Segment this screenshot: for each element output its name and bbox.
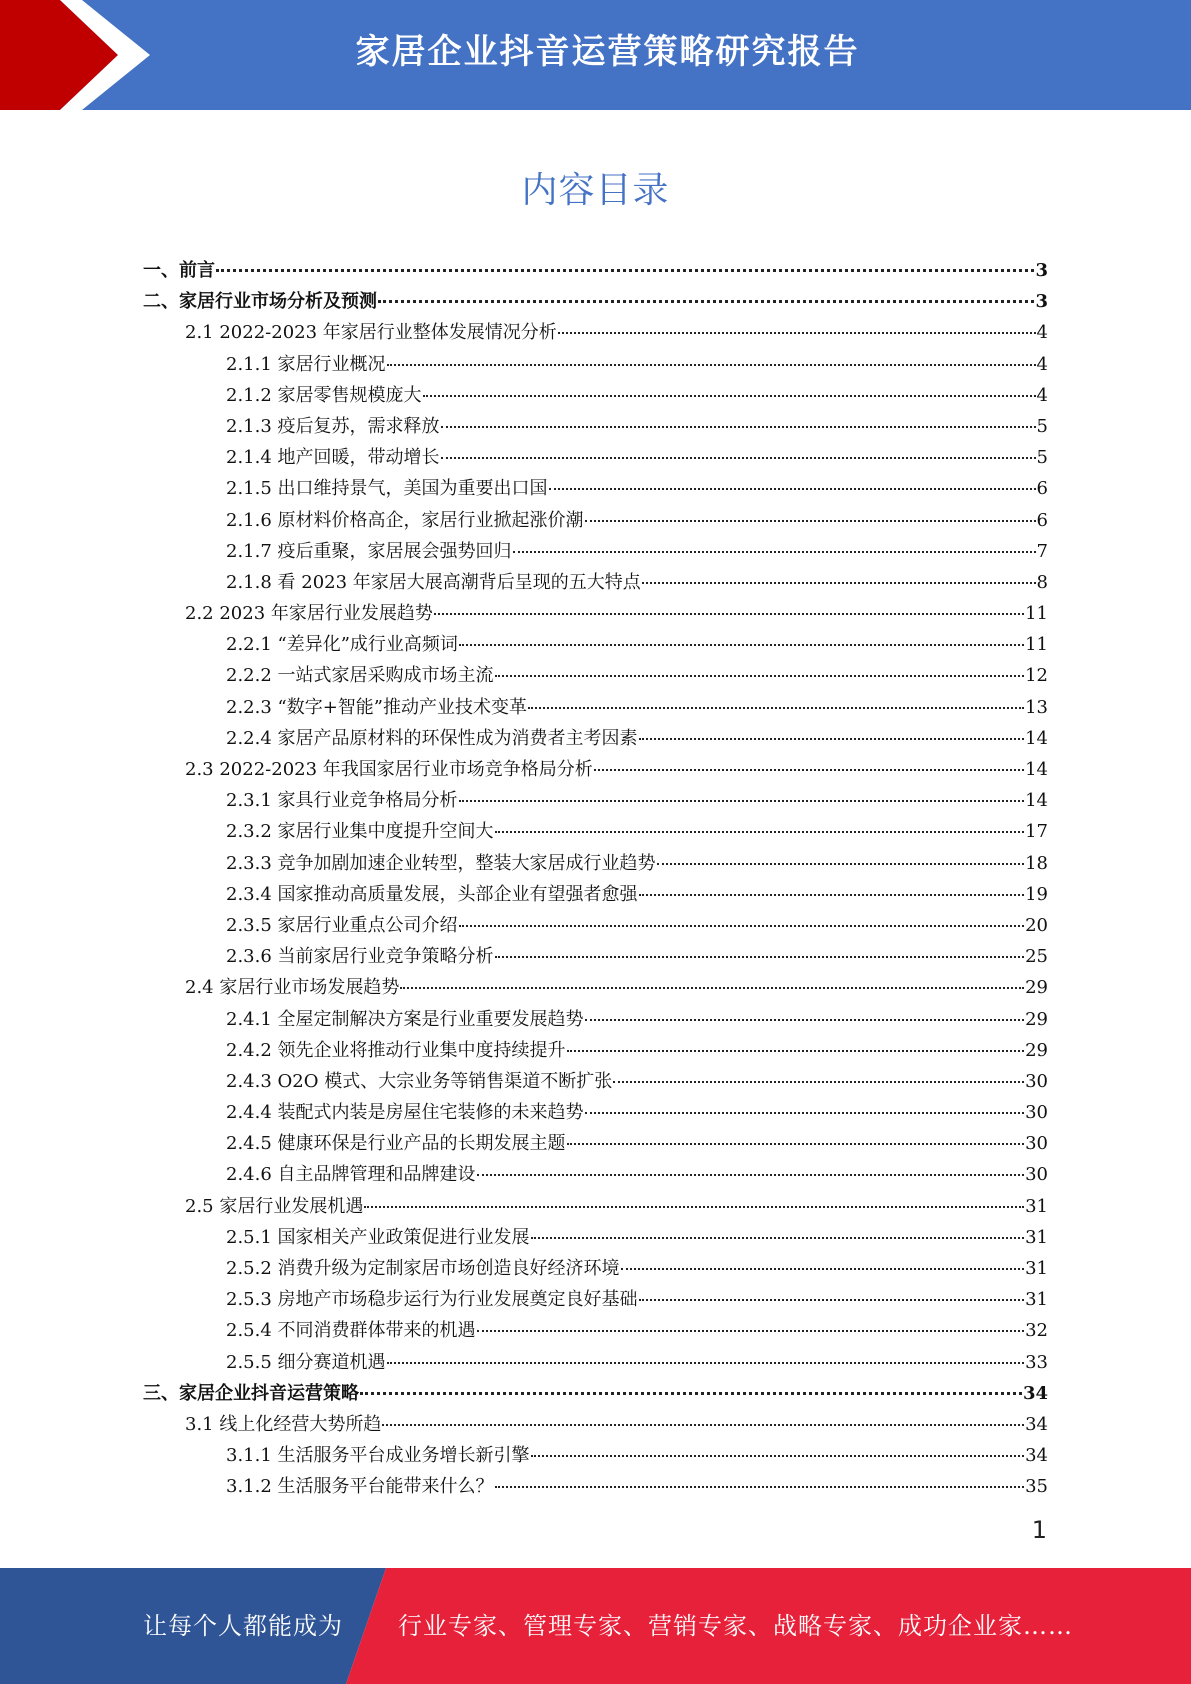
toc-entry[interactable] bbox=[143, 1159, 1048, 1190]
toc-entry[interactable] bbox=[143, 692, 1048, 723]
dot-leader bbox=[567, 1143, 1025, 1145]
toc-entry-page: 4 bbox=[1036, 322, 1048, 344]
toc-entry-title: 2.1.2 家居零售规模庞大 bbox=[226, 384, 422, 406]
toc-entry-title: 一、前言 bbox=[143, 260, 215, 281]
toc-entry[interactable] bbox=[143, 1128, 1048, 1159]
dot-leader bbox=[528, 707, 1024, 709]
toc-entry-title: 2.4.6 自主品牌管理和品牌建设 bbox=[226, 1164, 476, 1186]
toc-entry-page: 34 bbox=[1025, 1445, 1048, 1467]
header-banner bbox=[0, 0, 1191, 110]
toc-entry[interactable] bbox=[143, 879, 1048, 910]
toc-entry[interactable] bbox=[143, 1315, 1048, 1346]
toc-entry[interactable] bbox=[143, 1409, 1048, 1440]
dot-leader bbox=[585, 520, 1036, 522]
toc-entry[interactable] bbox=[143, 567, 1048, 598]
dot-leader bbox=[657, 863, 1025, 865]
toc-entry-title: 三、家居企业抖音运营策略 bbox=[143, 1382, 359, 1404]
toc-entry[interactable] bbox=[143, 1222, 1048, 1253]
toc-entry-title: 2.2.4 家居产品原材料的环保性成为消费者主考因素 bbox=[226, 727, 638, 749]
toc-entry-title: 2.1.7 疫后重聚，家居展会强势回归 bbox=[226, 540, 512, 562]
dot-leader bbox=[531, 1237, 1025, 1239]
dot-leader bbox=[513, 551, 1036, 553]
toc-entry-page: 35 bbox=[1025, 1476, 1048, 1498]
toc-entry[interactable] bbox=[143, 598, 1048, 629]
toc-entry-page: 14 bbox=[1025, 759, 1048, 780]
toc-entry-page: 13 bbox=[1025, 696, 1048, 718]
toc-entry-title: 2.1.8 看 2023 年家居大展高潮背后呈现的五大特点 bbox=[226, 571, 641, 593]
dot-leader bbox=[364, 1206, 1024, 1208]
toc-entry[interactable] bbox=[143, 660, 1048, 691]
toc-entry-title: 2.2.1 “差异化”成行业高频词 bbox=[226, 634, 458, 656]
dot-leader bbox=[423, 395, 1036, 397]
dot-leader bbox=[216, 269, 1034, 272]
toc-entry-title: 2.2 2023 年家居行业发展趋势 bbox=[185, 603, 433, 625]
toc-entry[interactable] bbox=[143, 1035, 1048, 1066]
toc-entry-page: 5 bbox=[1036, 447, 1048, 469]
toc-entry[interactable] bbox=[143, 536, 1048, 567]
toc-entry-page: 17 bbox=[1025, 821, 1048, 843]
toc-entry-title: 2.5.4 不同消费群体带来的机遇 bbox=[226, 1320, 476, 1342]
dot-leader bbox=[531, 1455, 1025, 1457]
dot-leader bbox=[459, 925, 1025, 927]
toc-entry-title: 2.4.2 领先企业将推动行业集中度持续提升 bbox=[226, 1039, 566, 1061]
dot-leader bbox=[387, 364, 1036, 366]
toc-entry-title: 2.5.3 房地产市场稳步运行为行业发展奠定良好基础 bbox=[226, 1289, 638, 1311]
toc-entry-page: 19 bbox=[1025, 883, 1048, 905]
toc-entry[interactable] bbox=[143, 848, 1048, 879]
footer-band bbox=[0, 1568, 1191, 1684]
toc-entry[interactable] bbox=[143, 255, 1048, 286]
toc-entry-title: 2.1 2022-2023 年家居行业整体发展情况分析 bbox=[185, 322, 557, 344]
toc-entry-page: 20 bbox=[1025, 914, 1048, 936]
toc-entry-page: 11 bbox=[1025, 603, 1048, 625]
dot-leader bbox=[378, 300, 1034, 303]
toc-entry-page: 4 bbox=[1036, 384, 1048, 406]
dot-leader bbox=[434, 613, 1024, 615]
toc-entry-title: 2.2.2 一站式家居采购成市场主流 bbox=[226, 665, 494, 687]
dot-leader bbox=[495, 956, 1025, 958]
footer-slogan-left: 让每个人都能成为 bbox=[143, 1612, 343, 1640]
toc-entry-title: 2.3.6 当前家居行业竞争策略分析 bbox=[226, 946, 494, 968]
toc-entry-title: 2.5.5 细分赛道机遇 bbox=[226, 1351, 386, 1373]
toc-entry-title: 2.1.1 家居行业概况 bbox=[226, 353, 386, 375]
dot-leader bbox=[613, 1081, 1024, 1083]
toc-entry-title: 2.4.5 健康环保是行业产品的长期发展主题 bbox=[226, 1133, 566, 1155]
toc-entry-page: 31 bbox=[1025, 1226, 1048, 1248]
table-of-contents bbox=[143, 255, 1048, 1503]
toc-entry[interactable] bbox=[143, 972, 1048, 1003]
toc-entry[interactable] bbox=[143, 380, 1048, 411]
dot-leader bbox=[441, 457, 1036, 459]
dot-leader bbox=[495, 1486, 1025, 1488]
dot-leader bbox=[459, 644, 1024, 646]
toc-entry-title: 二、家居行业市场分析及预测 bbox=[143, 291, 377, 313]
dot-leader bbox=[639, 1299, 1025, 1301]
toc-entry-page: 6 bbox=[1036, 478, 1048, 500]
dot-leader bbox=[400, 987, 1024, 989]
toc-entry-title: 2.5 家居行业发展机遇 bbox=[185, 1195, 364, 1217]
toc-entry-page: 30 bbox=[1025, 1070, 1048, 1092]
toc-entry[interactable] bbox=[143, 1347, 1048, 1378]
footer-slogan-right: 行业专家、管理专家、营销专家、战略专家、成功企业家…… bbox=[398, 1612, 1073, 1640]
toc-entry[interactable] bbox=[143, 816, 1048, 847]
toc-entry-title: 2.4 家居行业市场发展趋势 bbox=[185, 977, 400, 999]
toc-entry-title: 2.4.3 O2O 模式、大宗业务等销售渠道不断扩张 bbox=[226, 1070, 613, 1092]
dot-leader bbox=[639, 738, 1025, 740]
toc-entry[interactable] bbox=[143, 941, 1048, 972]
dot-leader bbox=[639, 894, 1025, 896]
toc-entry-title: 3.1.2 生活服务平台能带来什么？ bbox=[226, 1476, 494, 1498]
toc-entry-page: 29 bbox=[1025, 1039, 1048, 1061]
toc-entry-title: 2.4.4 装配式内装是房屋住宅装修的未来趋势 bbox=[226, 1102, 584, 1124]
toc-entry[interactable] bbox=[143, 910, 1048, 941]
page-number: 1 bbox=[1031, 1516, 1047, 1544]
toc-entry-page: 14 bbox=[1025, 790, 1048, 812]
toc-entry[interactable] bbox=[143, 349, 1048, 380]
toc-entry[interactable] bbox=[143, 723, 1048, 754]
toc-entry[interactable] bbox=[143, 1253, 1048, 1284]
toc-entry[interactable] bbox=[143, 785, 1048, 816]
toc-entry-title: 2.3.3 竞争加剧加速企业转型，整装大家居成行业趋势 bbox=[226, 852, 656, 874]
toc-entry[interactable] bbox=[143, 1097, 1048, 1128]
toc-entry-page: 34 bbox=[1022, 1382, 1048, 1404]
document-title: 家居企业抖音运营策略研究报告 bbox=[355, 32, 860, 72]
toc-entry-title: 2.3 2022-2023 年我国家居行业市场竞争格局分析 bbox=[185, 759, 593, 780]
toc-entry-page: 11 bbox=[1025, 634, 1048, 656]
toc-entry-page: 30 bbox=[1025, 1102, 1048, 1124]
toc-entry[interactable] bbox=[143, 1440, 1048, 1471]
dot-leader bbox=[477, 1330, 1025, 1332]
toc-entry-page: 12 bbox=[1025, 665, 1048, 687]
dot-leader bbox=[382, 1424, 1024, 1426]
toc-entry[interactable] bbox=[143, 473, 1048, 504]
toc-entry-title: 2.4.1 全屋定制解决方案是行业重要发展趋势 bbox=[226, 1008, 584, 1030]
dot-leader bbox=[441, 426, 1036, 428]
toc-entry-title: 2.1.6 原材料价格高企，家居行业掀起涨价潮 bbox=[226, 509, 584, 531]
toc-entry-page: 29 bbox=[1025, 977, 1048, 999]
toc-entry[interactable] bbox=[143, 442, 1048, 473]
dot-leader bbox=[642, 582, 1036, 584]
dot-leader bbox=[567, 1050, 1025, 1052]
dot-leader bbox=[495, 675, 1025, 677]
toc-entry[interactable] bbox=[143, 1378, 1048, 1409]
toc-entry-page: 31 bbox=[1025, 1258, 1048, 1279]
toc-entry-page: 30 bbox=[1025, 1133, 1048, 1155]
toc-entry[interactable] bbox=[143, 1284, 1048, 1315]
toc-entry[interactable] bbox=[143, 1191, 1048, 1222]
dot-leader bbox=[495, 831, 1025, 833]
toc-entry-page: 6 bbox=[1036, 509, 1048, 531]
dot-leader bbox=[585, 1019, 1025, 1021]
toc-entry-page: 31 bbox=[1025, 1195, 1048, 1217]
toc-entry[interactable] bbox=[143, 411, 1048, 442]
toc-entry-page: 30 bbox=[1025, 1164, 1048, 1186]
toc-entry-page: 14 bbox=[1025, 727, 1048, 749]
toc-entry-title: 2.5.1 国家相关产业政策促进行业发展 bbox=[226, 1226, 530, 1248]
toc-entry-page: 8 bbox=[1036, 571, 1048, 593]
toc-entry-title: 2.3.5 家居行业重点公司介绍 bbox=[226, 914, 458, 936]
dot-leader bbox=[558, 332, 1036, 334]
toc-entry-page: 32 bbox=[1025, 1320, 1048, 1342]
toc-entry[interactable] bbox=[143, 754, 1048, 785]
toc-entry-title: 2.1.5 出口维持景气，美国为重要出口国 bbox=[226, 478, 548, 500]
toc-entry[interactable] bbox=[143, 1066, 1048, 1097]
dot-leader bbox=[585, 1112, 1025, 1114]
toc-entry[interactable] bbox=[143, 505, 1048, 536]
dot-leader bbox=[477, 1174, 1025, 1176]
toc-entry-page: 33 bbox=[1025, 1351, 1048, 1373]
toc-entry-title: 2.3.1 家具行业竞争格局分析 bbox=[226, 790, 458, 812]
dot-leader bbox=[594, 769, 1024, 771]
dot-leader bbox=[360, 1392, 1022, 1395]
toc-entry-title: 2.1.3 疫后复苏，需求释放 bbox=[226, 415, 440, 437]
toc-entry-page: 34 bbox=[1025, 1413, 1048, 1435]
dot-leader bbox=[549, 488, 1036, 490]
toc-entry-title: 2.3.2 家居行业集中度提升空间大 bbox=[226, 821, 494, 843]
toc-entry[interactable] bbox=[143, 286, 1048, 317]
toc-entry-page: 4 bbox=[1036, 353, 1048, 375]
toc-entry[interactable] bbox=[143, 1471, 1048, 1502]
toc-entry-title: 3.1.1 生活服务平台成业务增长新引擎 bbox=[226, 1445, 530, 1467]
toc-heading: 内容目录 bbox=[521, 170, 670, 211]
toc-entry[interactable] bbox=[143, 317, 1048, 348]
toc-entry-title: 2.2.3 “数字+智能”推动产业技术变革 bbox=[226, 696, 528, 718]
toc-entry-page: 25 bbox=[1025, 946, 1048, 968]
toc-entry-page: 31 bbox=[1025, 1289, 1048, 1311]
toc-entry[interactable] bbox=[143, 629, 1048, 660]
toc-entry-title: 2.1.4 地产回暖，带动增长 bbox=[226, 447, 440, 469]
toc-entry-title: 3.1 线上化经营大势所趋 bbox=[185, 1413, 382, 1435]
dot-leader bbox=[621, 1268, 1025, 1270]
toc-entry-title: 2.5.2 消费升级为定制家居市场创造良好经济环境 bbox=[226, 1258, 620, 1279]
toc-entry-page: 3 bbox=[1035, 291, 1048, 313]
toc-entry-page: 5 bbox=[1036, 415, 1048, 437]
dot-leader bbox=[459, 800, 1025, 802]
toc-entry-page: 7 bbox=[1036, 540, 1048, 562]
dot-leader bbox=[387, 1362, 1025, 1364]
toc-entry-page: 3 bbox=[1035, 260, 1048, 281]
toc-entry-page: 18 bbox=[1025, 852, 1048, 874]
toc-entry-page: 29 bbox=[1025, 1008, 1048, 1030]
toc-entry-title: 2.3.4 国家推动高质量发展，头部企业有望强者愈强 bbox=[226, 883, 638, 905]
toc-entry[interactable] bbox=[143, 1004, 1048, 1035]
